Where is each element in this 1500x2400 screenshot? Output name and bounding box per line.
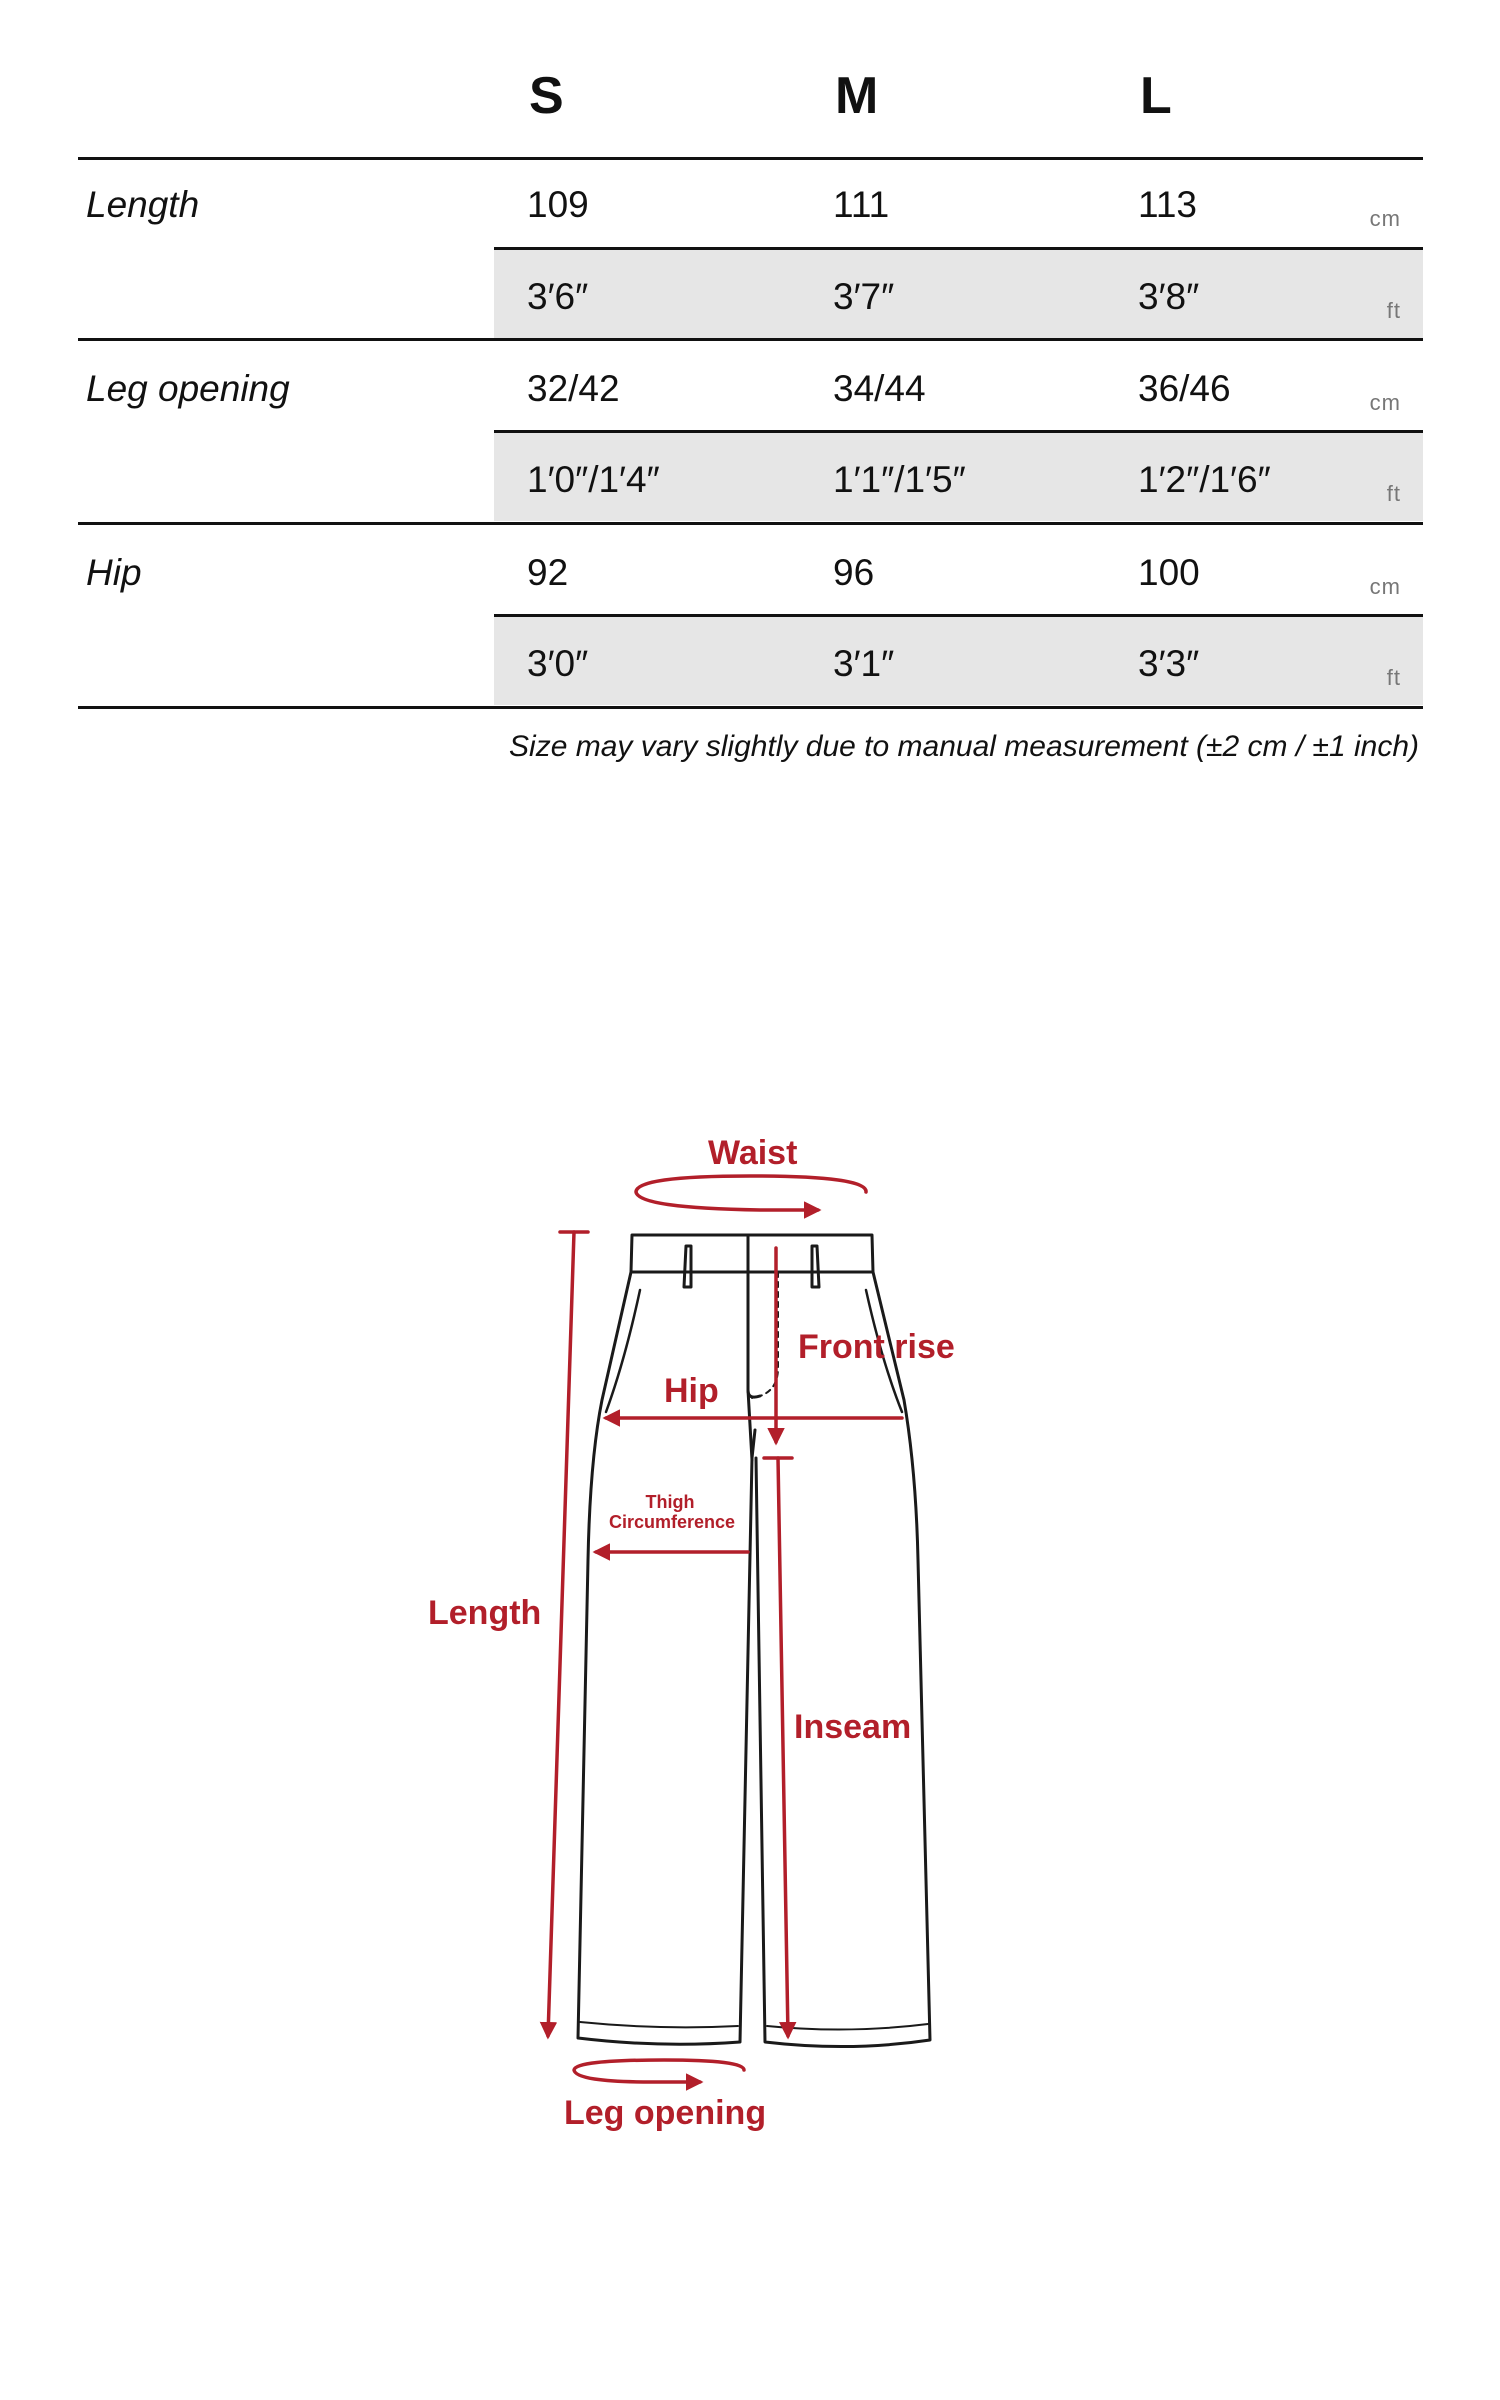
- cell-leg-opening-s-ft: 1′0″/1′4″: [527, 459, 660, 500]
- unit-ft-label: ft: [1386, 298, 1401, 323]
- hem-left: [580, 2022, 738, 2027]
- pocket-left: [606, 1290, 640, 1412]
- cell-length-s-ft: 3′6″: [527, 276, 589, 317]
- pants-outline-illustration: [578, 1235, 930, 2047]
- ft-row-band: [494, 250, 1423, 338]
- cell-leg-opening-s-cm: 32/42: [527, 368, 620, 409]
- row-label-length: Length: [86, 184, 200, 225]
- leg-opening-label: Leg opening: [564, 2094, 767, 2132]
- unit-ft-label: ft: [1386, 481, 1401, 506]
- cell-hip-m-ft: 3′1″: [833, 643, 895, 684]
- thigh-label-line2: Circumference: [608, 1512, 736, 1532]
- cell-leg-opening-m-cm: 34/44: [833, 368, 926, 409]
- waist-arrow: [636, 1176, 866, 1210]
- right-leg-outline: [756, 1272, 930, 2047]
- size-header-l: L: [1140, 67, 1172, 125]
- table-bottom-rule: [78, 706, 1423, 709]
- belt-loop-right: [812, 1246, 819, 1287]
- inseam-label: Inseam: [794, 1708, 912, 1746]
- cell-leg-opening-l-cm: 36/46: [1138, 368, 1231, 409]
- unit-cm-label: cm: [1369, 390, 1401, 415]
- row-divider: [78, 338, 1423, 341]
- cell-length-l-ft: 3′8″: [1138, 276, 1200, 317]
- hip-label: Hip: [664, 1372, 719, 1410]
- cell-leg-opening-l-ft: 1′2″/1′6″: [1138, 459, 1271, 500]
- cell-hip-m-cm: 96: [833, 552, 875, 593]
- inseam-arrow: [778, 1458, 788, 2036]
- size-header-m: M: [835, 67, 879, 125]
- hem-right: [767, 2024, 928, 2030]
- length-label: Length: [428, 1594, 542, 1632]
- cell-leg-opening-m-ft: 1′1″/1′5″: [833, 459, 966, 500]
- fly-front: [748, 1272, 760, 1397]
- belt-loop-left: [684, 1246, 691, 1287]
- leg-opening-arrow: [574, 2060, 744, 2082]
- cell-hip-s-cm: 92: [527, 552, 569, 593]
- thigh-label-line1: Thigh: [645, 1492, 695, 1512]
- cell-hip-s-ft: 3′0″: [527, 643, 589, 684]
- row-divider: [78, 522, 1423, 525]
- size-header-s: S: [529, 67, 564, 125]
- waistband-outline: [631, 1235, 873, 1272]
- crotch-seam: [748, 1390, 752, 1460]
- row-label-hip: Hip: [86, 552, 142, 593]
- cell-length-l-cm: 113: [1138, 184, 1197, 225]
- row-label-leg-opening: Leg opening: [86, 368, 290, 409]
- fly-stitch: [752, 1272, 778, 1398]
- pocket-right: [866, 1290, 902, 1412]
- ft-row-band: [494, 617, 1423, 705]
- measurement-arrows: [548, 1176, 902, 2082]
- cell-length-m-cm: 111: [833, 184, 890, 225]
- unit-cm-label: cm: [1369, 574, 1401, 599]
- length-arrow: [548, 1232, 574, 2036]
- cell-length-s-cm: 109: [527, 184, 589, 225]
- left-leg-outline: [578, 1272, 755, 2044]
- row-divider: [78, 157, 1423, 160]
- waist-label: Waist: [708, 1134, 798, 1172]
- cell-length-m-ft: 3′7″: [833, 276, 895, 317]
- cell-hip-l-cm: 100: [1138, 552, 1200, 593]
- unit-cm-label: cm: [1369, 206, 1401, 231]
- front-rise-label: Front rise: [798, 1328, 955, 1366]
- cell-hip-l-ft: 3′3″: [1138, 643, 1200, 684]
- measurement-note: Size may vary slightly due to manual measurement (±2 cm / ±1 inch): [509, 730, 1419, 763]
- unit-ft-label: ft: [1386, 665, 1401, 690]
